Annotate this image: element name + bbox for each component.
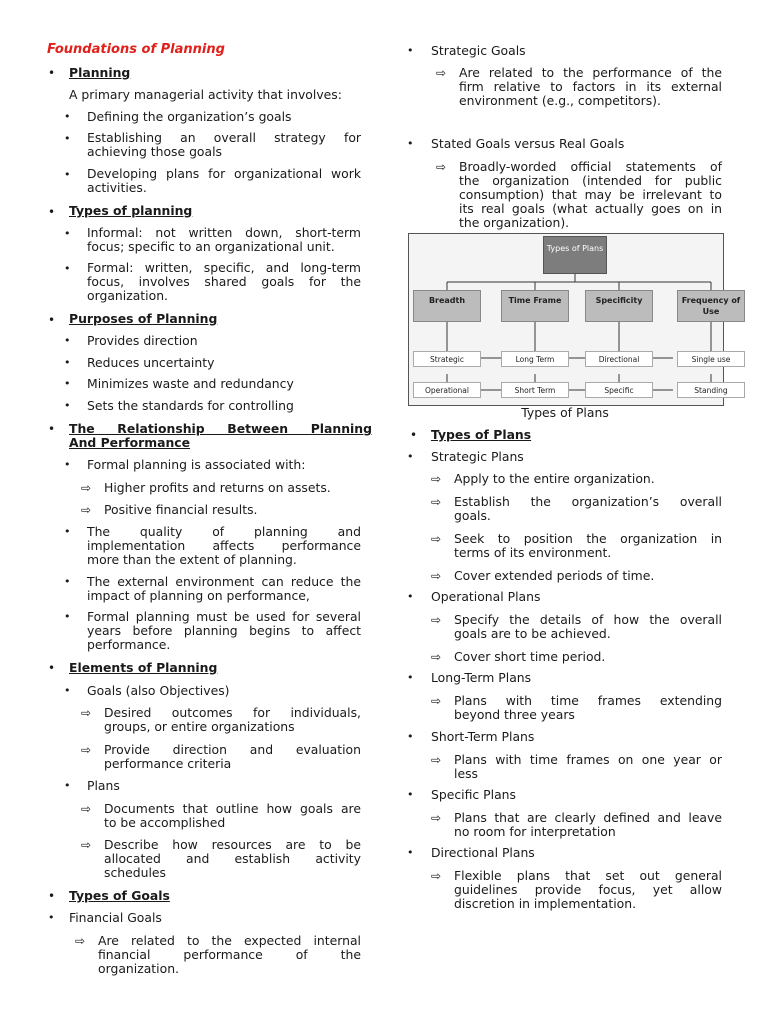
list-item-line: focus; specific to an organizational unit.	[87, 239, 335, 254]
sub-list-item-line: Desired outcomes for individuals,	[104, 705, 361, 720]
arrow-bullet-icon: ⇨	[431, 694, 442, 708]
section-header-relationship-line: The Relationship Between Planning	[69, 421, 372, 436]
list-item: Plans	[87, 778, 120, 793]
bullet-icon: •	[48, 313, 56, 327]
bullet-icon: •	[64, 684, 71, 697]
sub-list-item-line: terms of its environment.	[454, 545, 612, 560]
list-item	[87, 131, 361, 159]
bullet-icon: •	[407, 590, 414, 603]
sub-list-item-line: Plans that are clearly defined and leave	[454, 810, 722, 825]
list-item-line: impact of planning on performance,	[87, 588, 310, 603]
arrow-bullet-icon: ⇨	[81, 838, 92, 852]
bullet-icon: •	[64, 458, 71, 471]
sub-list-item	[454, 495, 722, 523]
section-header-planning: Planning	[69, 65, 131, 80]
sub-list-item	[454, 613, 722, 641]
bullet-icon: •	[64, 262, 71, 275]
arrow-bullet-icon: ⇨	[81, 481, 92, 495]
list-item-line: achieving those goals	[87, 144, 223, 159]
sub-list-item-line: groups, or entire organizations	[104, 719, 295, 734]
list-item-line: focus, involves shared goals for the	[87, 274, 361, 289]
sub-list-item	[104, 743, 361, 771]
list-item-line: activities.	[87, 180, 147, 195]
bullet-icon: •	[407, 450, 414, 463]
sub-list-item: Positive financial results.	[104, 502, 258, 517]
bullet-icon: •	[64, 334, 71, 347]
diagram-leaf-node: Operational	[413, 382, 481, 398]
sub-list-item-line: financial performance of the	[98, 947, 361, 962]
sub-list-item-line: Are related to the expected internal	[98, 933, 361, 948]
sub-list-item	[459, 66, 722, 108]
arrow-bullet-icon: ⇨	[81, 743, 92, 757]
arrow-bullet-icon: ⇨	[431, 650, 442, 664]
bullet-icon: •	[64, 110, 71, 123]
sub-list-item-line: goals are to be achieved.	[454, 626, 611, 641]
list-item: Operational Plans	[431, 589, 541, 604]
diagram-leaf-node: Directional	[585, 351, 653, 367]
bullet-icon: •	[48, 911, 55, 924]
bullet-icon: •	[64, 779, 71, 792]
list-item: Minimizes waste and redundancy	[87, 376, 294, 391]
arrow-bullet-icon: ⇨	[81, 503, 92, 517]
types-of-plans-diagram	[408, 233, 741, 406]
sub-list-item-line: beyond three years	[454, 707, 575, 722]
bullet-icon: •	[64, 525, 71, 538]
arrow-bullet-icon: ⇨	[431, 495, 442, 509]
list-item-line: more than the extent of planning.	[87, 552, 297, 567]
list-item: Provides direction	[87, 333, 198, 348]
section-header-types-of-plans: Types of Plans	[431, 427, 532, 442]
diagram-category-node: Specificity	[585, 290, 653, 322]
page-title: Foundations of Planning	[47, 42, 225, 57]
list-item: Financial Goals	[69, 910, 162, 925]
bullet-icon: •	[48, 661, 56, 675]
list-item-line: organization.	[87, 288, 168, 303]
bullet-icon: •	[48, 66, 56, 80]
sub-list-item-line: allocated and establish activity	[104, 851, 361, 866]
list-item-line: Formal planning must be used for several	[87, 609, 361, 624]
arrow-bullet-icon: ⇨	[431, 869, 442, 883]
sub-list-item	[454, 694, 722, 722]
diagram-category-node: Breadth	[413, 290, 481, 322]
bullet-icon: •	[407, 137, 414, 150]
diagram-leaf-node: Strategic	[413, 351, 481, 367]
sub-list-item-line: its real goals (what actually goes on in	[459, 201, 722, 216]
list-item: Specific Plans	[431, 787, 516, 802]
list-item: Stated Goals versus Real Goals	[431, 136, 625, 151]
section-header-types-of-goals: Types of Goals	[69, 888, 170, 903]
sub-list-item-line: Establish the organization’s overall	[454, 494, 722, 509]
diagram-category-node: Time Frame	[501, 290, 569, 322]
arrow-bullet-icon: ⇨	[75, 934, 86, 948]
section-header-types-of-planning: Types of planning	[69, 203, 193, 218]
sub-list-item-line: discretion in implementation.	[454, 896, 637, 911]
list-item-line: Establishing an overall strategy for	[87, 130, 361, 145]
sub-list-item-line: Plans with time frames extending	[454, 693, 722, 708]
sub-list-item-line: Documents that outline how goals are	[104, 801, 361, 816]
arrow-bullet-icon: ⇨	[81, 802, 92, 816]
list-item: Goals (also Objectives)	[87, 683, 230, 698]
bullet-icon: •	[64, 610, 71, 623]
sub-list-item-line: Plans with time frames on one year or	[454, 752, 722, 767]
sub-list-item-line: environment (e.g., competitors).	[459, 93, 661, 108]
list-item-line: performance.	[87, 637, 171, 652]
sub-list-item-line: Seek to position the organization in	[454, 531, 722, 546]
bullet-icon: •	[410, 428, 418, 442]
sub-list-item-line: Describe how resources are to be	[104, 837, 361, 852]
bullet-icon: •	[48, 422, 56, 436]
planning-intro: A primary managerial activity that involves:	[69, 87, 342, 102]
sub-list-item-line: goals.	[454, 508, 491, 523]
sub-list-item	[454, 811, 722, 839]
sub-list-item-line: Are related to the performance of the	[459, 65, 722, 80]
diagram-leaf-node: Short Term	[501, 382, 569, 398]
list-item	[87, 261, 361, 303]
list-item	[87, 226, 361, 254]
bullet-icon: •	[407, 671, 414, 684]
bullet-icon: •	[407, 788, 414, 801]
section-header-relationship-line: And Performance	[69, 435, 191, 450]
bullet-icon: •	[48, 205, 56, 219]
diagram-leaf-node: Specific	[585, 382, 653, 398]
sub-list-item: Higher profits and returns on assets.	[104, 480, 331, 495]
sub-list-item-line: performance criteria	[104, 756, 232, 771]
list-item: Strategic Goals	[431, 43, 526, 58]
sub-list-item-line: the organization (intended for public	[459, 173, 722, 188]
sub-list-item-line: schedules	[104, 865, 166, 880]
sub-list-item	[454, 869, 722, 911]
sub-list-item-line: Provide direction and evaluation	[104, 742, 361, 757]
bullet-icon: •	[64, 575, 71, 588]
diagram-leaf-node: Single use	[677, 351, 745, 367]
sub-list-item-line: organization.	[98, 961, 179, 976]
list-item-line: The external environment can reduce the	[87, 574, 361, 589]
section-header-elements: Elements of Planning	[69, 660, 218, 675]
sub-list-item	[454, 532, 722, 560]
list-item-line: implementation affects performance	[87, 538, 361, 553]
sub-list-item	[104, 838, 361, 880]
arrow-bullet-icon: ⇨	[431, 613, 442, 627]
bullet-icon: •	[64, 377, 71, 390]
list-item: Defining the organization’s goals	[87, 109, 292, 124]
arrow-bullet-icon: ⇨	[431, 532, 442, 546]
list-item	[87, 167, 361, 195]
sub-list-item-line: consumption) that may be irrelevant to	[459, 187, 722, 202]
section-header-purposes: Purposes of Planning	[69, 311, 218, 326]
diagram-leaf-node: Long Term	[501, 351, 569, 367]
arrow-bullet-icon: ⇨	[431, 472, 442, 486]
sub-list-item: Apply to the entire organization.	[454, 471, 655, 486]
diagram-caption: Types of Plans	[521, 405, 609, 420]
list-item: Reduces uncertainty	[87, 355, 215, 370]
arrow-bullet-icon: ⇨	[81, 706, 92, 720]
bullet-icon: •	[64, 168, 71, 181]
sub-list-item-line: firm relative to factors in its external	[459, 79, 722, 94]
sub-list-item-line: less	[454, 766, 478, 781]
arrow-bullet-icon: ⇨	[431, 753, 442, 767]
arrow-bullet-icon: ⇨	[431, 811, 442, 825]
sub-list-item: Cover short time period.	[454, 649, 606, 664]
list-item-line: Developing plans for organizational work	[87, 166, 361, 181]
section-header-relationship	[69, 422, 372, 450]
sub-list-item-line: guidelines provide focus, yet allow	[454, 882, 722, 897]
bullet-icon: •	[407, 44, 414, 57]
sub-list-item	[104, 802, 361, 830]
bullet-icon: •	[64, 132, 71, 145]
sub-list-item	[454, 753, 722, 781]
list-item: Short-Term Plans	[431, 729, 535, 744]
list-item: Long-Term Plans	[431, 670, 532, 685]
list-item	[87, 610, 361, 652]
sub-list-item	[104, 706, 361, 734]
list-item	[87, 575, 361, 603]
sub-list-item: Cover extended periods of time.	[454, 568, 655, 583]
diagram-leaf-node: Standing	[677, 382, 745, 398]
list-item: Directional Plans	[431, 845, 535, 860]
diagram-category-node: Frequency of Use	[677, 290, 745, 322]
list-item-line: years before planning begins to affect	[87, 623, 361, 638]
list-item: Formal planning is associated with:	[87, 457, 306, 472]
sub-list-item-line: Specify the details of how the overall	[454, 612, 722, 627]
bullet-icon: •	[407, 846, 414, 859]
sub-list-item	[459, 160, 722, 230]
sub-list-item-line: to be accomplished	[104, 815, 226, 830]
diagram-root-node: Types of Plans	[543, 236, 607, 274]
bullet-icon: •	[64, 227, 71, 240]
bullet-icon: •	[407, 730, 414, 743]
list-item-line: Formal: written, specific, and long-term	[87, 260, 361, 275]
bullet-icon: •	[48, 889, 56, 903]
sub-list-item-line: Broadly-worded official statements of	[459, 159, 722, 174]
bullet-icon: •	[64, 399, 71, 412]
sub-list-item	[98, 934, 361, 976]
bullet-icon: •	[64, 356, 71, 369]
arrow-bullet-icon: ⇨	[436, 66, 447, 80]
list-item: Sets the standards for controlling	[87, 398, 294, 413]
arrow-bullet-icon: ⇨	[436, 160, 447, 174]
list-item-line: The quality of planning and	[87, 524, 361, 539]
sub-list-item-line: Flexible plans that set out general	[454, 868, 722, 883]
list-item-line: Informal: not written down, short-term	[87, 225, 361, 240]
sub-list-item-line: no room for interpretation	[454, 824, 616, 839]
list-item	[87, 525, 361, 567]
sub-list-item-line: the organization).	[459, 215, 570, 230]
list-item: Strategic Plans	[431, 449, 524, 464]
arrow-bullet-icon: ⇨	[431, 569, 442, 583]
